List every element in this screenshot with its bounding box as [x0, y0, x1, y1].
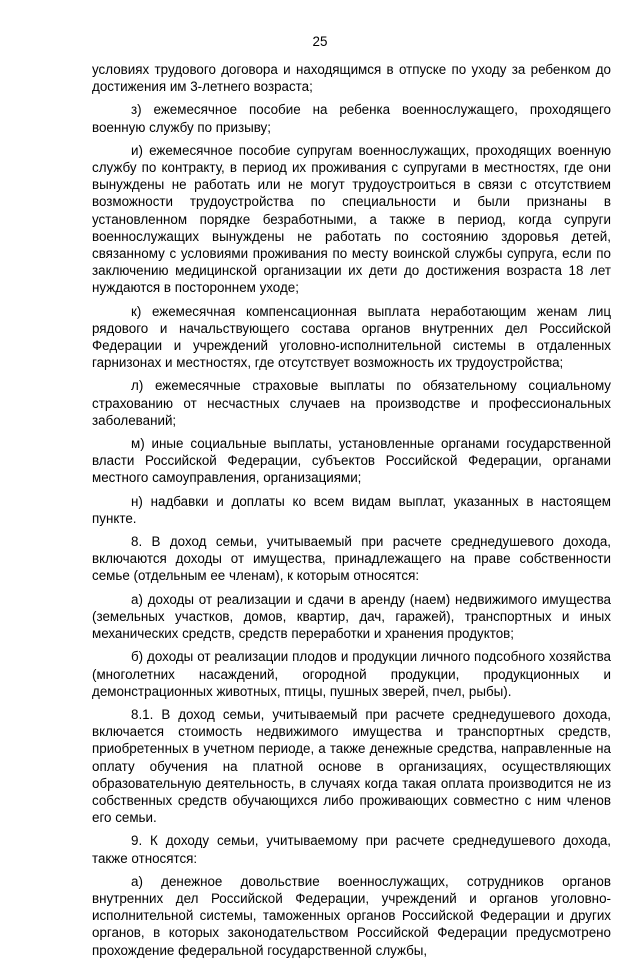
page-number: 25: [312, 34, 328, 49]
paragraph-item-i: и) ежемесячное пособие супругам военнослужащих, проходящих военную службу по контракту, в период их проживания с супругами в местностях, где они вынуждены не работать или не могут трудоустроиться в связи с отсутствием возможности трудоустройства по специальности и были признаны в установленном порядке безработными, а также в период, когда супруги военнослужащих вынуждены не работать по состоянию здоровья детей, связанному с условиями проживания по месту воинской службы супруга, если по заключению медицинской организации их дети до достижения возраста 18 лет нуждаются в постороннем уходе;: [92, 142, 611, 296]
paragraph-item-k: к) ежемесячная компенсационная выплата неработающим женам лиц рядового и начальствующего состава органов внутренних дел Российской Федерации и учреждений уголовно-исполнительной системы в отдаленных гарнизонах и местностях, где отсутствует возможность их трудоустройства;: [92, 303, 611, 371]
paragraph-clause-8: 8. В доход семьи, учитываемый при расчете среднедушевого дохода, включаются доходы от имущества, принадлежащего на праве собственности семье (отдельным ее членам), к которым относятся:: [92, 534, 611, 584]
paragraph-clause-8-1: 8.1. В доход семьи, учитываемый при расчете среднедушевого дохода, включается стоимость недвижимого имущества и транспортных средств, приобретенных в учетном периоде, а также денежные средства, направленные на оплату обучения на платной основе в организациях, осуществляющих образовательную деятельность, в случаях когда такая оплата производится не из собственных средств обучающихся либо проживающих совместно с ним членов его семьи.: [92, 706, 611, 826]
paragraph-clause-9: 9. К доходу семьи, учитываемому при расчете среднедушевого дохода, также относятся:: [92, 833, 611, 866]
paragraph-clause-9-a: а) денежное довольствие военнослужащих, сотрудников органов внутренних дел Российской Федерации, учреждений и органов уголовно-исполнительной системы, таможенных органов Российской Федерации и других органов, в которых законодательством Российской Федерации предусмотрено прохождение федеральной государственной службы,: [92, 873, 611, 958]
paragraph-clause-8-a: а) доходы от реализации и сдачи в аренду (наем) недвижимого имущества (земельных участков, домов, квартир, дач, гаражей), транспортных и иных механических средств, средств переработки и хранения продуктов;: [92, 591, 611, 642]
document-body: [92, 61, 611, 965]
paragraph-clause-8-b: б) доходы от реализации плодов и продукции личного подсобного хозяйства (многолетних насаждений, огородной продукции, продукционных и демонстрационных животных, птицы, пушных зверей, пчел, рыбы).: [92, 649, 611, 699]
paragraph-item-z: з) ежемесячное пособие на ребенка военнослужащего, проходящего военную службу по призыву;: [92, 102, 611, 135]
paragraph-item-l: л) ежемесячные страховые выплаты по обязательному социальному страхованию от несчастных случаев на производстве и профессиональных заболеваний;: [92, 378, 611, 428]
paragraph-item-m: м) иные социальные выплаты, установленные органами государственной власти Российской Федерации, субъектов Российской Федерации, органами местного самоуправления, организациями;: [92, 436, 611, 486]
paragraph-continuation: условиях трудового договора и находящимся в отпуске по уходу за ребенком до достижения им 3-летнего возраста;: [92, 62, 611, 95]
paragraph-item-n: н) надбавки и доплаты ко всем видам выплат, указанных в настоящем пункте.: [92, 493, 611, 526]
